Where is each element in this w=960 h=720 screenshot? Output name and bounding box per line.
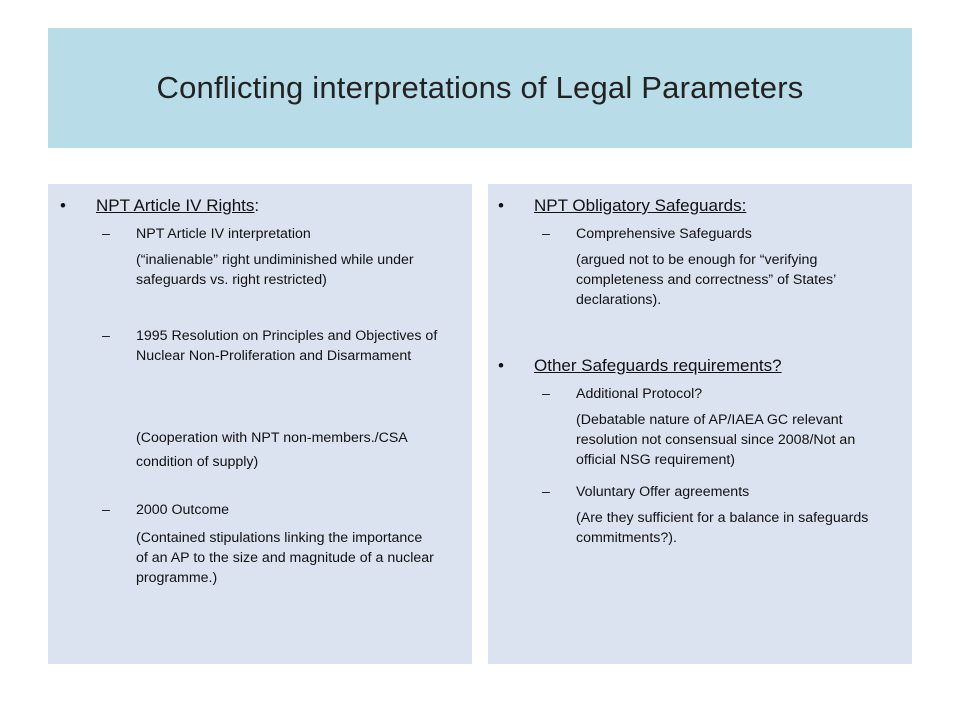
left-sub-item-2-detail: (Cooperation with NPT non-members./CSA condition of supply) <box>136 430 407 470</box>
title-bar <box>48 28 912 148</box>
right-sub-item-3-detail: (Are they sufficient for a balance in safeguards commitments?). <box>576 510 869 546</box>
right-panel <box>488 184 912 664</box>
dash-icon: – <box>542 386 550 402</box>
right-sub-item-1-label: Comprehensive Safeguards <box>576 226 752 242</box>
left-bullet-colon: : <box>254 196 260 215</box>
dash-icon: – <box>542 226 550 242</box>
left-sub-item-1 <box>102 224 466 244</box>
right-bullet-2 <box>498 356 782 376</box>
bullet-dot-icon: • <box>60 196 66 215</box>
bullet-dot-icon: • <box>498 356 504 375</box>
right-bullet-1 <box>498 196 747 216</box>
left-sub-item-1-detail: (“inalienable” right undiminished while under safeguards vs. right restricted) <box>136 252 414 288</box>
right-sub-item-2-detail: (Debatable nature of AP/IAEA GC relevant resolution not consensual since 2008/Not an official NSG requirement) <box>576 412 856 468</box>
slide-title: Conflicting interpretations of Legal Parameters <box>156 70 804 105</box>
dash-icon: – <box>102 502 110 518</box>
right-sub-item-2-label: Additional Protocol? <box>576 386 703 402</box>
dash-icon: – <box>102 226 110 242</box>
left-sub-item-3-detail: (Contained stipulations linking the importance of an AP to the size and magnitude of a nuclear programme.) <box>136 530 434 586</box>
right-sub-item-3 <box>542 482 896 502</box>
left-sub-item-3 <box>102 500 456 520</box>
right-sub-item-2 <box>542 384 896 404</box>
right-sub-item-1-detail: (argued not to be enough for “verifying completeness and correctness” of States’ declarations). <box>576 252 836 308</box>
dash-icon: – <box>102 328 110 344</box>
left-bullet-heading: NPT Article IV Rights <box>96 196 255 215</box>
left-sub-item-3-label: 2000 Outcome <box>136 502 230 518</box>
right-sub-item-3-label: Voluntary Offer agreements <box>576 484 750 500</box>
left-panel <box>48 184 472 664</box>
left-sub-item-2 <box>102 326 456 366</box>
right-bullet-1-heading: NPT Obligatory Safeguards: <box>534 196 747 215</box>
right-sub-item-1 <box>542 224 896 244</box>
dash-icon: – <box>542 484 550 500</box>
left-bullet <box>60 196 260 216</box>
right-bullet-2-heading: Other Safeguards requirements? <box>534 356 782 375</box>
bullet-dot-icon: • <box>498 196 504 215</box>
left-sub-item-1-label: NPT Article IV interpretation <box>136 226 311 242</box>
left-sub-item-2-label: 1995 Resolution on Principles and Objectives of Nuclear Non-Proliferation and Disarmament <box>136 328 438 364</box>
